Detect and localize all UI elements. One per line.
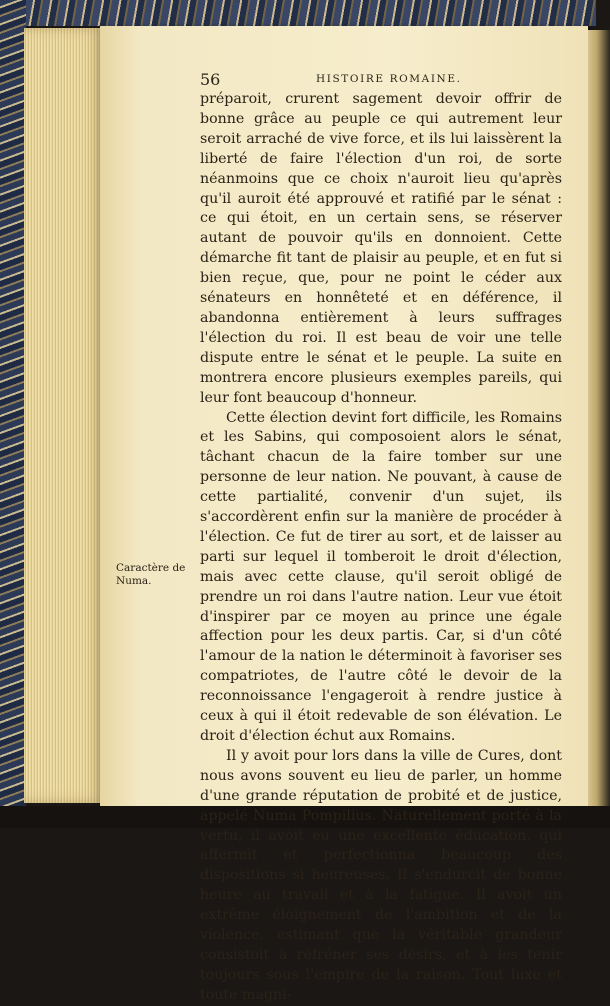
margin-note-line: Caractère de <box>116 562 186 574</box>
paragraph: préparoit, crurent sagement devoir offrir de bonne grâce au peuple ce qui autrement leur seroit arraché de vive force, et ils lui laissèrent la liberté de faire l'élection d'un roi, de sorte néanmoins que ce choix n'auroit lieu qu'après qu'il auroit été approuvé et ratifié par le sénat : ce qui étoit, en un certain sens, se réserver autant de pouvoir qu'ils en donnoient. Cette démarche fit tant de plaisir au peuple, et en fut si bien reçue, que, pour ne point le céder aux sénateurs en honnêteté et en déférence, il abandonna entièrement à leurs suffrages l'élection du roi. Il est beau de voir une telle dispute entre le sénat et le peuple. La suite en montrera encore plusieurs exemples pareils, qui leur font beaucoup d'honneur. <box>200 91 562 406</box>
page-header <box>200 70 562 88</box>
page-block-edges <box>24 28 104 803</box>
running-title: HISTOIRE ROMAINE. <box>316 73 462 85</box>
body-text <box>200 90 562 1006</box>
paragraph: Il y avoit pour lors dans la ville de Cures, dont nous avons souvent eu lieu de parler, un homme d'une grande réputation de probité et de justice, appelé Numa Pompilius. Naturellement porté à la vertu, il avoit eu une excellente éducation, qui affermit et perfectionna beaucoup des dispositions si heureuses. Il s'endurcit de bonne heure au travail et à la fatigue. Il avoit un extrême éloignement de l'ambition et de la violence, estimant que la véritable grandeur consistoit à réfréner ses désirs, et à les tenir toujours sous l'empire de la raison. Tout luxe et toute magni- <box>200 747 562 1003</box>
margin-note-line: Numa. <box>116 575 152 587</box>
paragraph: Cette élection devint fort difficile, les Romains et les Sabins, qui composoient alors le sénat, tâchant chacun de la faire tomber sur une personne de leur nation. Ne pouvant, à cause de cette partialité, convenir d'un sujet, ils s'accordèrent enfin sur la manière de procéder à l'élection. Ce fut de tirer au sort, et de laisser au parti sur lequel il tomberoit le droit d'élection, mais avec cette clause, qu'il seroit obligé de prendre un roi dans l'autre nation. Leur vue étoit d'inspirer par ce moyen au prince une égale affection pour les deux partis. Car, si d'un côté l'amour de la nation le déterminoit à favoriser ses compatriotes, de l'autre côté le devoir de la reconnoissance l'engageroit à rendre justice à ceux à qui il étoit redevable de son élévation. Le droit d'élection échut aux Romains. <box>200 409 562 744</box>
marbled-cover-top <box>26 0 596 26</box>
margin-note <box>116 562 200 588</box>
marbled-cover <box>0 0 26 828</box>
page-number: 56 <box>200 70 221 89</box>
facing-page-edge <box>588 30 610 810</box>
